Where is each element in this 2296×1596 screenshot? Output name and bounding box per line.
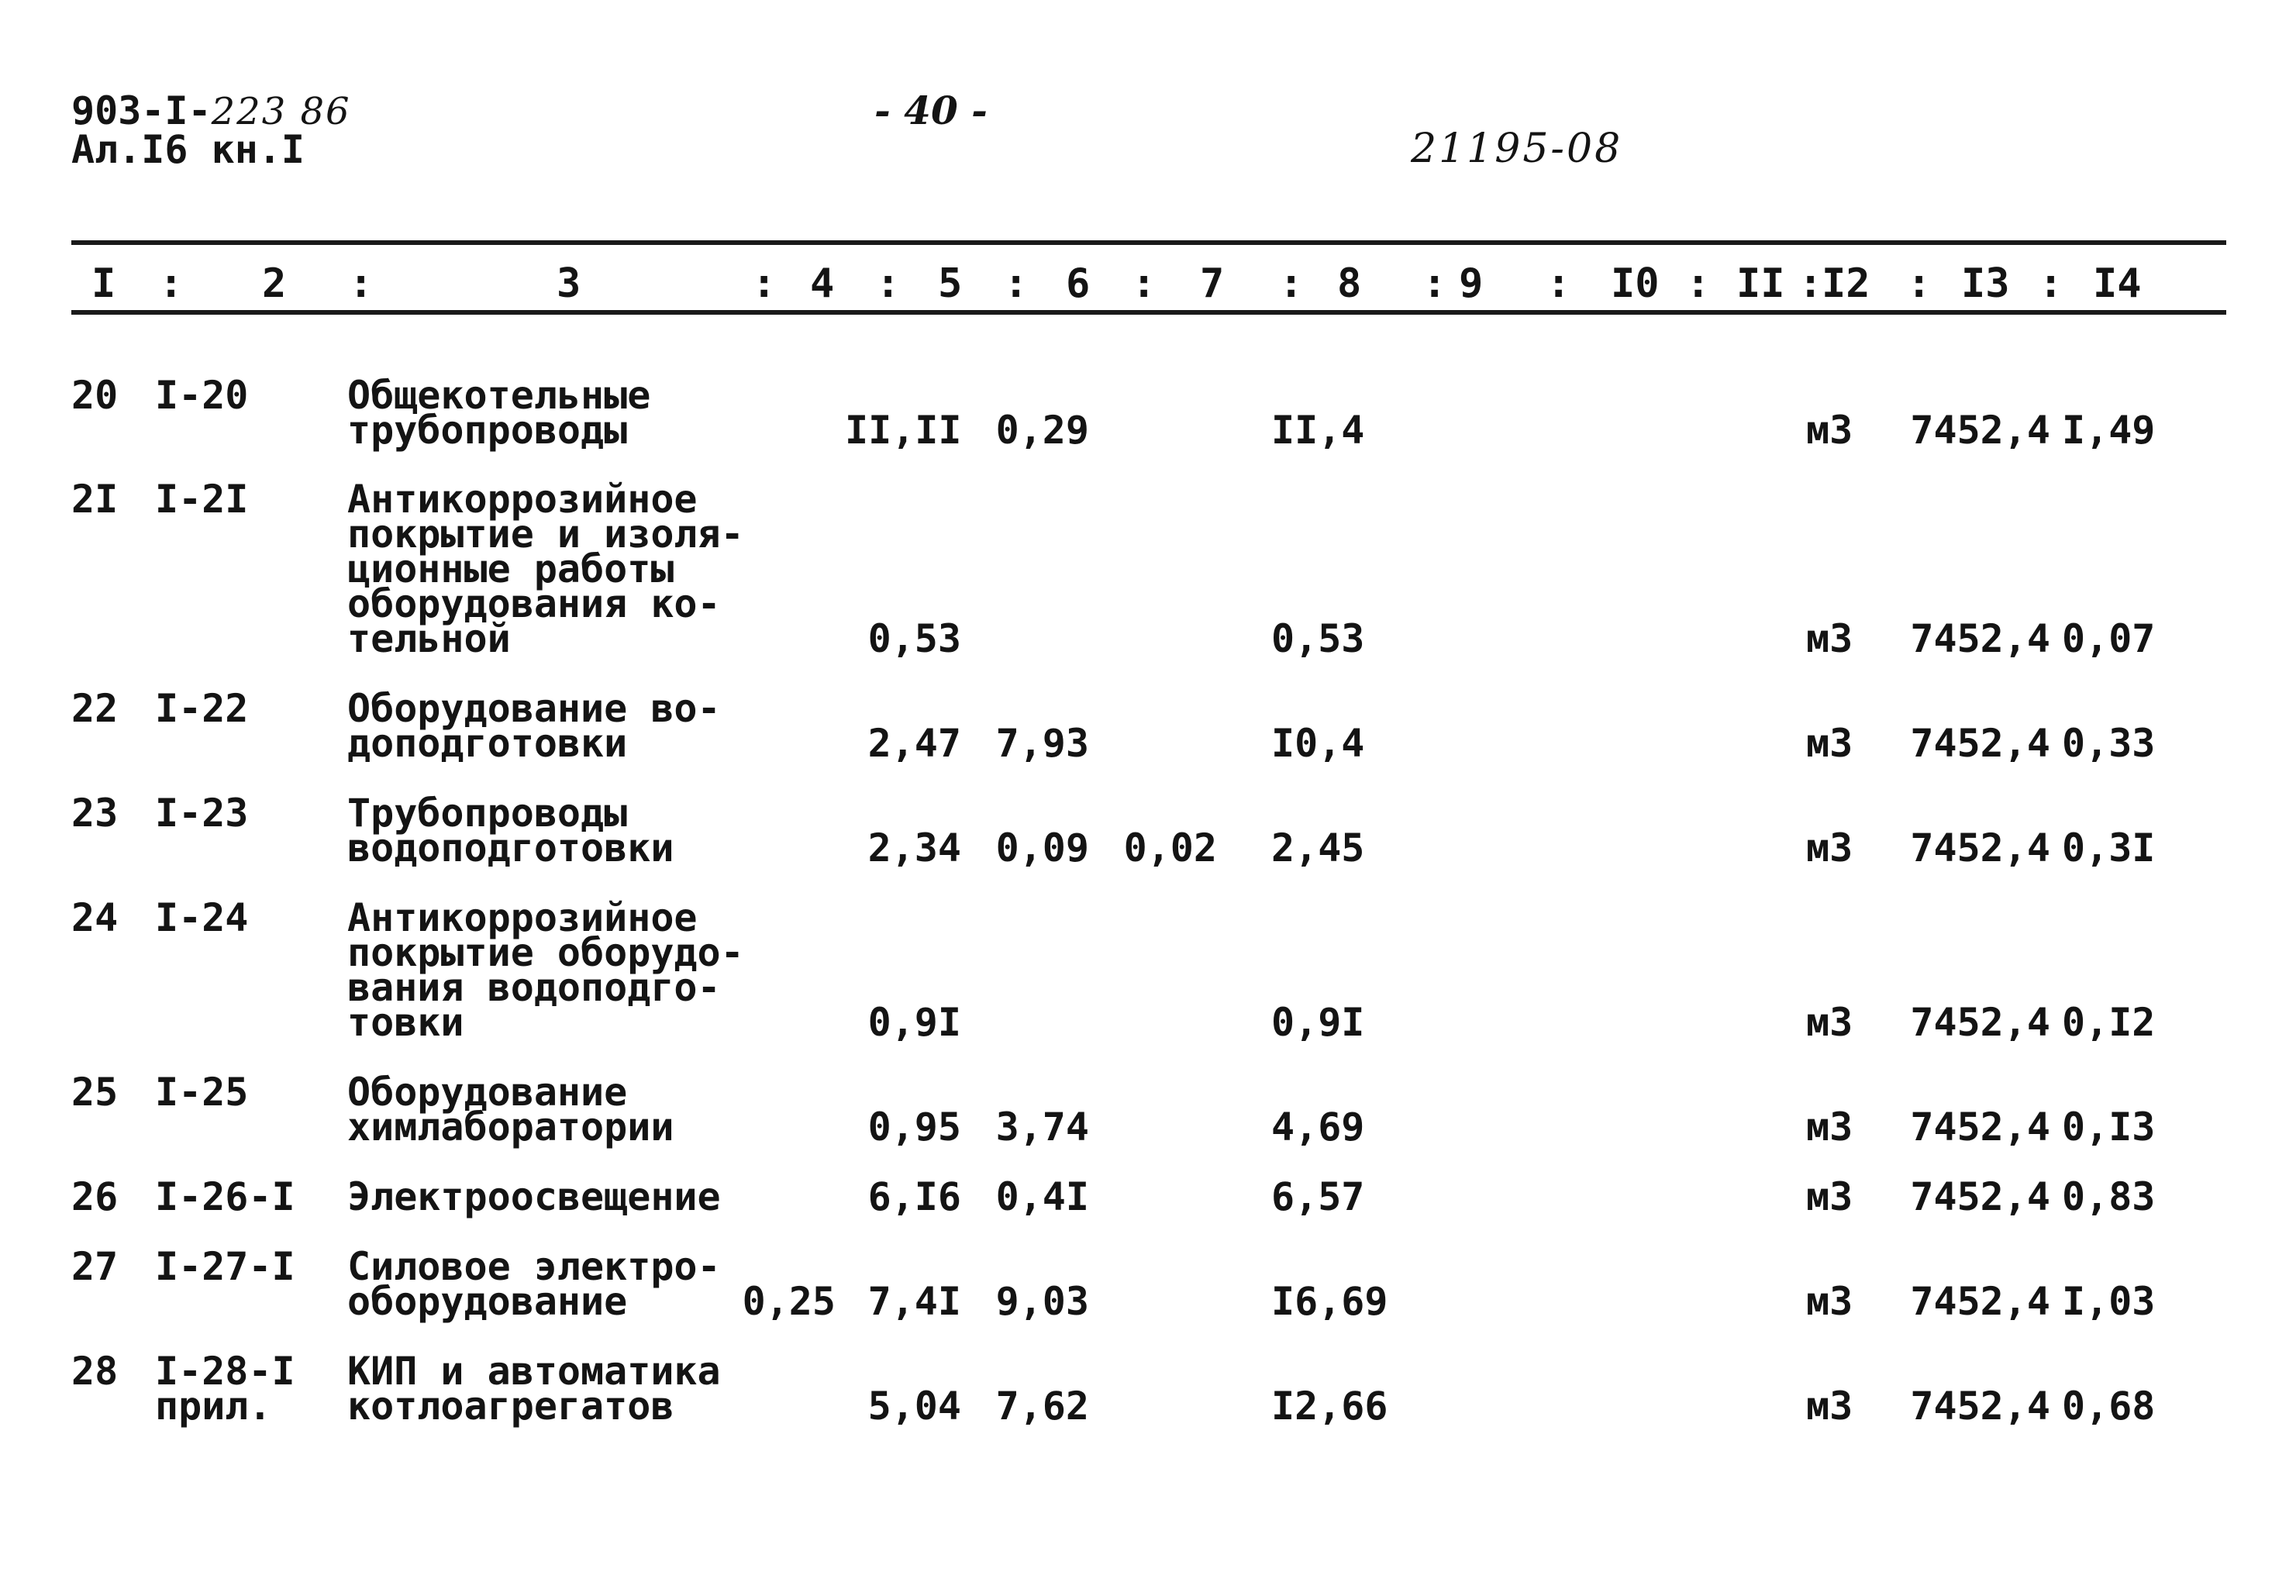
item-code: I-25 [155,1070,249,1115]
unit: м3 [1806,1174,1853,1219]
table-header-rule [71,310,2226,315]
column-separator: : [1907,260,1932,307]
table-row [0,1070,2296,1150]
value-col-6: 9,03 [995,1279,1089,1324]
value-col-8: I6,69 [1271,1279,1388,1324]
item-name: Электроосвещение [347,1174,721,1219]
item-name: Силовое электро- оборудование [347,1244,721,1324]
item-code: I-27-I [155,1244,295,1289]
inventory-number: 21195-08 [1411,126,1623,172]
value-col-6: 0,4I [995,1174,1089,1219]
item-code: I-23 [155,791,249,836]
column-separator: : [1422,260,1447,307]
item-code: I-24 [155,895,249,940]
value-col-5: 0,53 [867,616,961,661]
column-separator: : [1686,260,1711,307]
column-separator: : [1132,260,1157,307]
value-col-8: 0,53 [1271,616,1365,661]
value-col-8: 0,9I [1271,1000,1365,1045]
value-col-13: 7452,4 [1910,826,2050,870]
value-col-14: 0,33 [2062,721,2156,766]
unit: м3 [1806,826,1853,870]
value-col-6: 7,93 [995,721,1089,766]
document-code [71,88,351,133]
value-col-5: 2,34 [867,826,961,870]
column-header-12: I2 [1822,260,1870,307]
value-col-7: 0,02 [1123,826,1217,870]
value-col-5: 0,9I [867,1000,961,1045]
item-code: I-2I [155,477,249,522]
row-number: 23 [71,791,119,836]
value-col-5: 0,95 [867,1105,961,1150]
column-header-7: 7 [1200,260,1225,307]
album-label: Ал.I6 кн.I [71,127,305,172]
document-code-typed: 903-I- [71,88,212,133]
column-separator: : [349,260,374,307]
value-col-14: 0,I3 [2062,1105,2156,1150]
value-col-5: 2,47 [867,721,961,766]
value-col-8: I0,4 [1271,721,1365,766]
row-number: 26 [71,1174,119,1219]
row-number: 20 [71,373,119,418]
unit: м3 [1806,1279,1853,1324]
column-header-2: 2 [262,260,287,307]
document-code-handwritten: 223 86 [211,90,351,133]
table-row [0,1174,2296,1219]
value-col-14: 0,I2 [2062,1000,2156,1045]
column-header-4: 4 [810,260,835,307]
item-name: Трубопроводы водоподготовки [347,791,674,870]
value-col-13: 7452,4 [1910,1279,2050,1324]
item-code: I-20 [155,373,249,418]
item-name: Антикоррозийное покрытие оборудо- вания водоподго- товки [347,895,744,1045]
value-col-5: 6,I6 [867,1174,961,1219]
table-row [0,791,2296,870]
value-col-13: 7452,4 [1910,408,2050,453]
row-number: 24 [71,895,119,940]
value-col-13: 7452,4 [1910,721,2050,766]
value-col-5: 5,04 [867,1384,961,1429]
value-col-14: I,03 [2062,1279,2156,1324]
item-code: I-22 [155,686,249,731]
table-row [0,1349,2296,1429]
item-name: Общекотельные трубопроводы [347,373,651,453]
item-name: КИП и автоматика котлоагрегатов [347,1349,721,1429]
unit: м3 [1806,616,1853,661]
page-number: - 40 - [874,88,988,133]
value-col-8: 2,45 [1271,826,1365,870]
item-name: Оборудование во- доподготовки [347,686,721,766]
item-code: I-28-I прил. [155,1349,295,1429]
column-separator: : [159,260,184,307]
table-top-rule [71,240,2226,245]
unit: м3 [1806,1000,1853,1045]
value-col-14: 0,3I [2062,826,2156,870]
value-col-8: II,4 [1271,408,1365,453]
column-separator: : [1798,260,1823,307]
value-col-13: 7452,4 [1910,1384,2050,1429]
row-number: 22 [71,686,119,731]
column-header-6: 6 [1066,260,1091,307]
value-col-5: II,II [845,408,962,453]
value-col-13: 7452,4 [1910,1000,2050,1045]
row-number: 28 [71,1349,119,1394]
row-number: 27 [71,1244,119,1289]
column-separator: : [2039,260,2063,307]
item-code: I-26-I [155,1174,295,1219]
value-col-13: 7452,4 [1910,1174,2050,1219]
value-col-4: 0,25 [742,1279,836,1324]
item-name: Антикоррозийное покрытие и изоля- ционные работы оборудования ко- тельной [347,477,744,661]
column-separator: : [752,260,777,307]
value-col-8: 4,69 [1271,1105,1365,1150]
column-header-3: 3 [557,260,581,307]
value-col-6: 7,62 [995,1384,1089,1429]
column-separator: : [1004,260,1029,307]
column-separator: : [1546,260,1571,307]
unit: м3 [1806,1105,1853,1150]
row-number: 25 [71,1070,119,1115]
value-col-8: I2,66 [1271,1384,1388,1429]
item-name: Оборудование химлаборатории [347,1070,674,1150]
column-header-9: 9 [1459,260,1484,307]
value-col-6: 3,74 [995,1105,1089,1150]
value-col-13: 7452,4 [1910,616,2050,661]
value-col-5: 7,4I [867,1279,961,1324]
row-number: 2I [71,477,119,522]
unit: м3 [1806,408,1853,453]
value-col-14: I,49 [2062,408,2156,453]
value-col-14: 0,07 [2062,616,2156,661]
value-col-6: 0,09 [995,826,1089,870]
table-row [0,686,2296,766]
value-col-6: 0,29 [995,408,1089,453]
table-row [0,477,2296,661]
column-header-8: 8 [1337,260,1362,307]
column-header-5: 5 [938,260,963,307]
unit: м3 [1806,1384,1853,1429]
value-col-14: 0,83 [2062,1174,2156,1219]
column-header-1: I [91,260,116,307]
value-col-8: 6,57 [1271,1174,1365,1219]
column-header-10: I0 [1611,260,1660,307]
column-header-14: I4 [2093,260,2142,307]
table-row [0,373,2296,453]
column-header-13: I3 [1961,260,2010,307]
unit: м3 [1806,721,1853,766]
column-separator: : [876,260,901,307]
value-col-13: 7452,4 [1910,1105,2050,1150]
value-col-14: 0,68 [2062,1384,2156,1429]
column-header-11: II [1736,260,1785,307]
column-separator: : [1279,260,1304,307]
